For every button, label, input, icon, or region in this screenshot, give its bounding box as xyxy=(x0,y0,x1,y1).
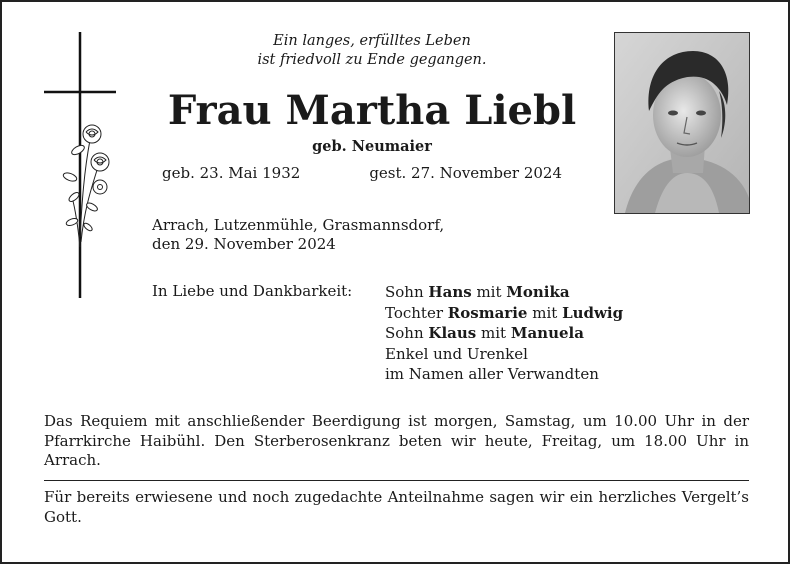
partner-name: Ludwig xyxy=(562,303,624,322)
family-member xyxy=(385,323,623,344)
date-line: den 29. November 2024 xyxy=(152,235,336,253)
place-and-date xyxy=(152,216,444,254)
conjunction: mit xyxy=(532,303,558,322)
cross-with-roses-icon xyxy=(44,32,124,302)
conjunction: mit xyxy=(481,324,507,342)
portrait-photo xyxy=(614,32,750,214)
member-name: Klaus xyxy=(428,324,477,342)
family-extra: im Namen aller Verwandten xyxy=(385,365,599,383)
member-name: Hans xyxy=(428,283,472,301)
divider xyxy=(44,480,749,481)
maiden-name: geb. Neumaier xyxy=(312,138,432,155)
death-date: gest. 27. November 2024 xyxy=(369,164,562,182)
family-extra: Enkel und Urenkel xyxy=(385,344,528,363)
life-dates xyxy=(162,164,562,182)
motto xyxy=(192,32,552,70)
motto-line: ist friedvoll zu Ende gegangen. xyxy=(257,52,487,68)
family-label: In Liebe und Dankbarkeit: xyxy=(152,282,353,300)
family-list xyxy=(385,282,623,385)
conjunction: mit xyxy=(476,283,502,301)
deceased-name: Frau Martha Liebl xyxy=(167,87,577,134)
member-name: Rosmarie xyxy=(447,303,528,322)
thanks-text: Für bereits erwiesene und noch zugedachte Anteilnahme sagen wir ein herzliches Vergelt’s Gott. xyxy=(44,488,749,526)
partner-name: Manuela xyxy=(510,324,584,342)
requiem-text: Das Requiem mit anschließender Beerdigung ist morgen, Samstag, um 10.00 Uhr in der Pfarrkirche Haibühl. Den Sterberosenkranz beten wir heute, Freitag, um 18.00 Uhr in Arrach. xyxy=(44,412,749,469)
relation: Sohn xyxy=(385,283,424,301)
place-line: Arrach, Lutzenmühle, Grasmannsdorf, xyxy=(152,216,445,234)
family-member xyxy=(385,303,623,324)
motto-line: Ein langes, erfülltes Leben xyxy=(273,33,471,49)
relation: Sohn xyxy=(385,324,424,342)
relation: Tochter xyxy=(385,303,444,322)
family-member xyxy=(385,282,623,303)
birth-date: geb. 23. Mai 1932 xyxy=(162,164,301,182)
partner-name: Monika xyxy=(506,283,570,301)
